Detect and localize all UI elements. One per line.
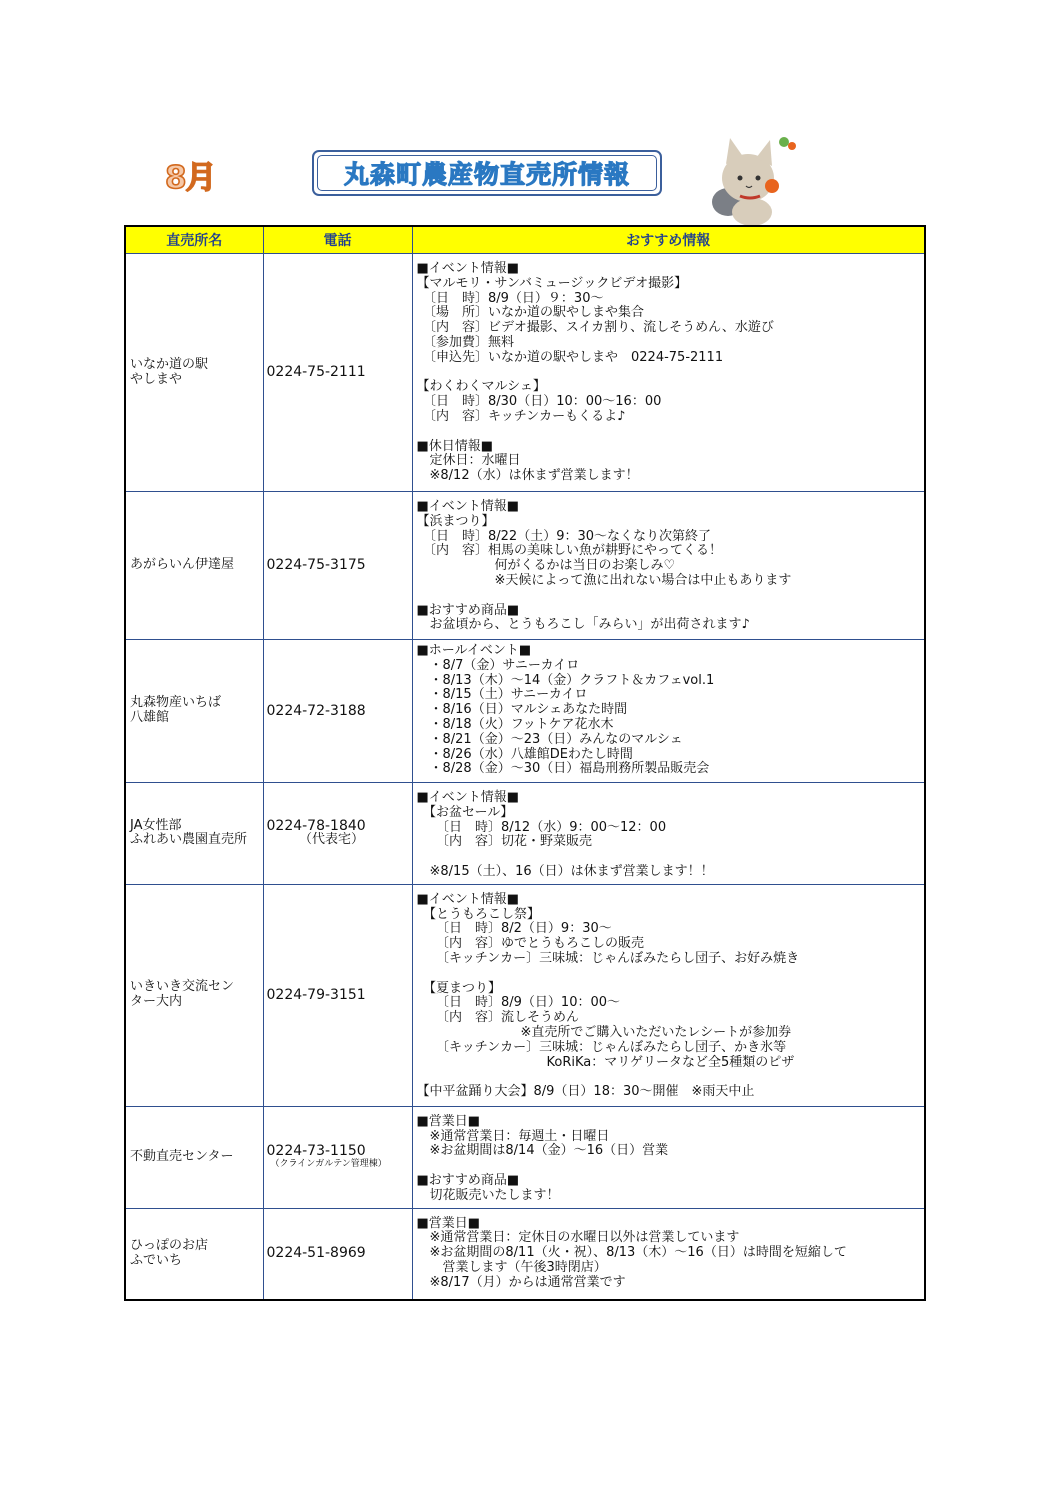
shop-phone: 0224-79-3151 — [263, 884, 412, 1106]
shop-phone-cell — [263, 1106, 412, 1208]
cat-mascot-icon — [700, 130, 810, 230]
table-row — [125, 1208, 925, 1300]
shop-name: JA女性部 ふれあい農園直売所 — [125, 783, 263, 885]
column-header-info: おすすめ情報 — [412, 226, 925, 254]
shop-name: 丸森物産いちば 八雄館 — [125, 640, 263, 783]
shop-info: ■営業日■ ※通常営業日：定休日の水曜日以外は営業しています ※お盆期間の8/11（火・祝）、8/13（木）～16（日）は時間を短縮して 営業します（午後3時閉店） ※8/17（月）からは通常営業です — [412, 1208, 925, 1300]
table-row — [125, 1106, 925, 1208]
table-row — [125, 254, 925, 492]
table-row — [125, 640, 925, 783]
shop-phone-cell — [263, 783, 412, 885]
shop-name: ひっぽのお店 ふでいち — [125, 1208, 263, 1300]
column-header-name: 直売所名 — [125, 226, 263, 254]
shop-name: いなか道の駅 やしまや — [125, 254, 263, 492]
table-row — [125, 492, 925, 640]
table-row — [125, 884, 925, 1106]
shop-phone: 0224-73-1150 — [266, 1143, 366, 1160]
table-row — [125, 783, 925, 885]
shop-table — [124, 225, 926, 1301]
table-header-row — [125, 226, 925, 254]
month-label: 8月 — [165, 160, 216, 196]
column-header-phone: 電話 — [263, 226, 412, 254]
shop-name: あがらいん伊達屋 — [125, 492, 263, 640]
shop-info: ■イベント情報■ 【マルモリ・サンバミュージックビデオ撮影】 〔日 時〕8/9（日）９：30～ 〔場 所〕いなか道の駅やしまや集合 〔内 容〕ビデオ撮影、スイカ割り、流しそうめん、水遊び 〔参加費〕無料 〔申込先〕いなか道の駅やしまや 0224-75-2111 【わくわくマルシェ】 〔日 時〕8/30（日）10：00～16：00 〔内 容〕キッチンカーもくるよ♪ ■休日情報■ 定休日：水曜日 ※8/12（水）は休まず営業します！ — [412, 254, 925, 492]
page-title: 丸森町農産物直売所情報 — [343, 160, 630, 189]
shop-phone: 0224-75-2111 — [263, 254, 412, 492]
title-banner-inner — [317, 155, 657, 191]
shop-info: ■ホールイベント■ ・8/7（金）サニーカイロ ・8/13（木）～14（金）クラフト＆カフェvol.1 ・8/15（土）サニーカイロ ・8/16（日）マルシェあなた時間 ・8/18（火）フットケア花水木 ・8/21（金）～23（日）みんなのマルシェ ・8/26（水）八雄館DEわたし時間 ・8/28（金）～30（日）福島刑務所製品販売会 — [412, 640, 925, 783]
shop-phone-note: （代表宅） — [298, 832, 364, 848]
shop-phone: 0224-51-8969 — [263, 1208, 412, 1300]
shop-info: ■イベント情報■ 【お盆セール】 〔日 時〕8/12（水）9：00～12：00 〔内 容〕切花・野菜販売 ※8/15（土）、16（日）は休まず営業します！！ — [412, 783, 925, 885]
shop-phone: 0224-72-3188 — [263, 640, 412, 783]
shop-name: 不動直売センター — [125, 1106, 263, 1208]
shop-info: ■イベント情報■ 【浜まつり】 〔日 時〕8/22（土）9：30～なくなり次第終了 〔内 容〕相馬の美味しい魚が耕野にやってくる！ 何がくるかは当日のお楽しみ♡ ※天候によって漁に出れない場合は中止もあります ■おすすめ商品■ お盆頃から、とうもろこし「みらい」が出荷されます♪ — [412, 492, 925, 640]
title-banner — [312, 150, 662, 196]
shop-name: いきいき交流セン ター大内 — [125, 884, 263, 1106]
shop-info: ■イベント情報■ 【とうもろこし祭】 〔日 時〕8/2（日）9：30～ 〔内 容〕ゆでとうもろこしの販売 〔キッチンカー〕三味城：じゃんぼみたらし団子、お好み焼き 【夏まつり】 〔日 時〕8/9（日）10：00～ 〔内 容〕流しそうめん ※直売所でご購入いただいたレシートが参加券 〔キッチンカー〕三味城：じゃんぼみたらし団子、かき氷等 KoRiKa：マリゲリータなど全5種類のピザ 【中平盆踊り大会】8/9（日）18：30～開催 ※雨天中止 — [412, 884, 925, 1106]
shop-phone: 0224-78-1840 — [266, 817, 366, 834]
shop-phone: 0224-75-3175 — [263, 492, 412, 640]
shop-phone-note: （クラインガルテン管理棟） — [270, 1159, 387, 1170]
shop-info: ■営業日■ ※通常営業日：毎週土・日曜日 ※お盆期間は8/14（金）～16（日）営業 ■おすすめ商品■ 切花販売いたします！ — [412, 1106, 925, 1208]
